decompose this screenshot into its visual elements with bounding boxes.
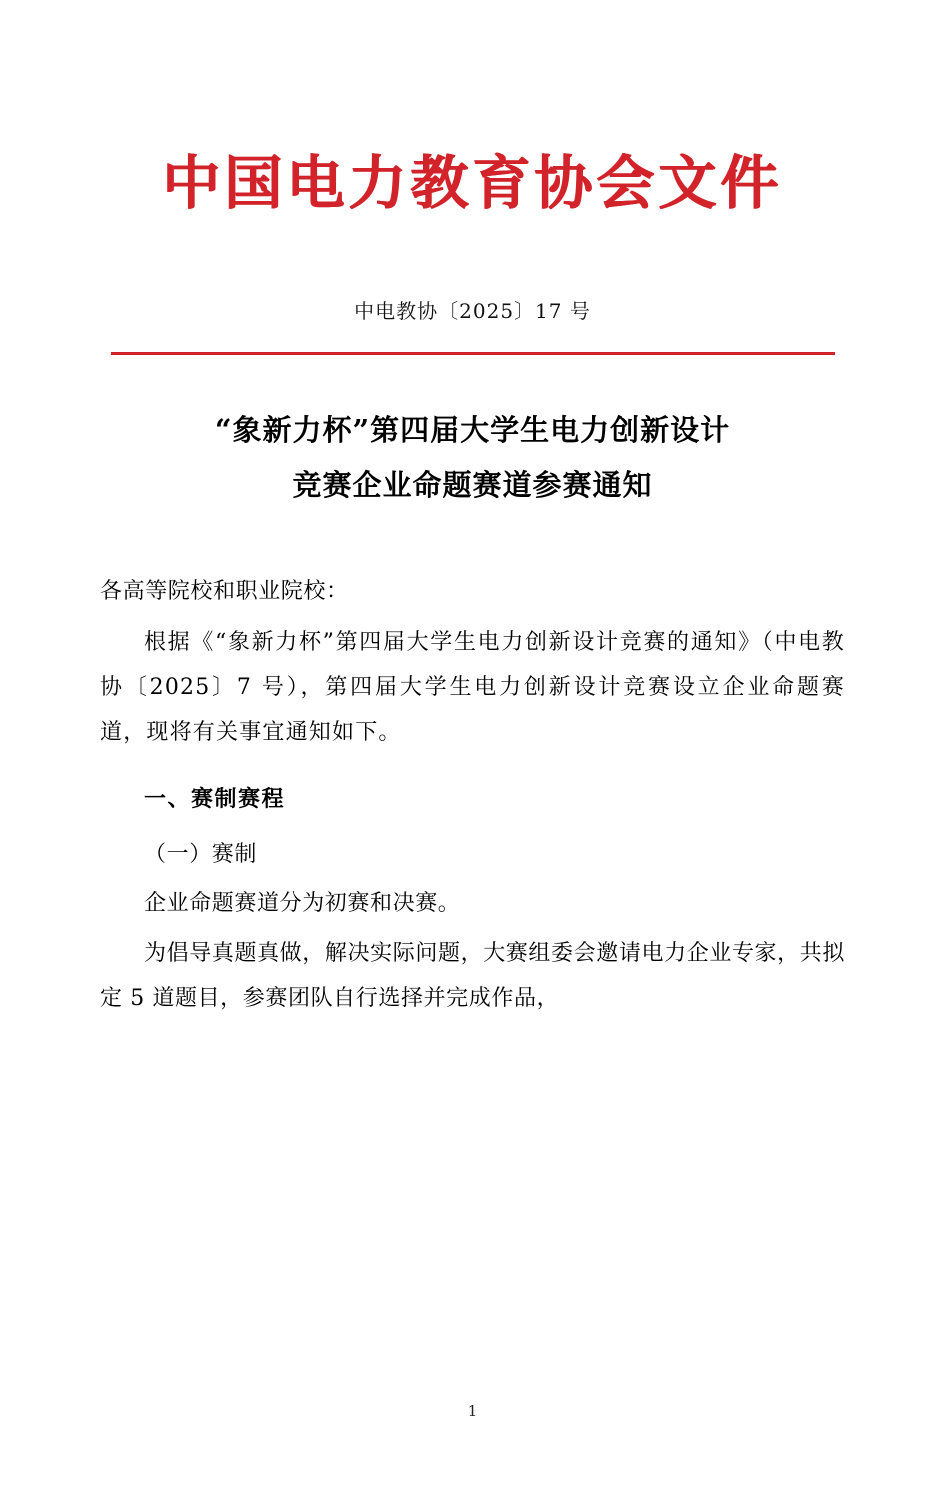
page-number: 1 [467,1402,478,1420]
document-title-line-2: 竞赛企业命题赛道参赛通知 [292,467,653,502]
red-divider-rule [111,352,835,355]
body-paragraph-1: 企业命题赛道分为初赛和决赛。 [144,891,461,917]
document-number: 中电教协〔2025〕17 号 [354,298,591,323]
salutation: 各高等院校和职业院校： [100,578,349,604]
subsection-heading-system: （一）赛制 [144,842,258,868]
intro-paragraph: 根据《“象新力杯”第四届大学生电力创新设计竞赛的通知》（中电教协〔2025〕7 号），第四届大学生电力创新设计竞赛设立企业命题赛道，现将有关事宜通知如下。 [100,629,845,746]
document-page [0,150,945,1486]
document-masthead: 中国电力教育协会文件 [162,149,783,217]
document-body [100,569,845,1021]
document-title [100,403,845,513]
body-paragraph-2: 为倡导真题真做，解决实际问题，大赛组委会邀请电力企业专家，共拟定 5 道题目，参赛团队自行选择并完成作品， [100,940,845,1011]
document-title-line-1: “象新力杯”第四届大学生电力创新设计 [214,412,731,447]
section-heading-competition-system: 一、赛制赛程 [144,786,286,813]
